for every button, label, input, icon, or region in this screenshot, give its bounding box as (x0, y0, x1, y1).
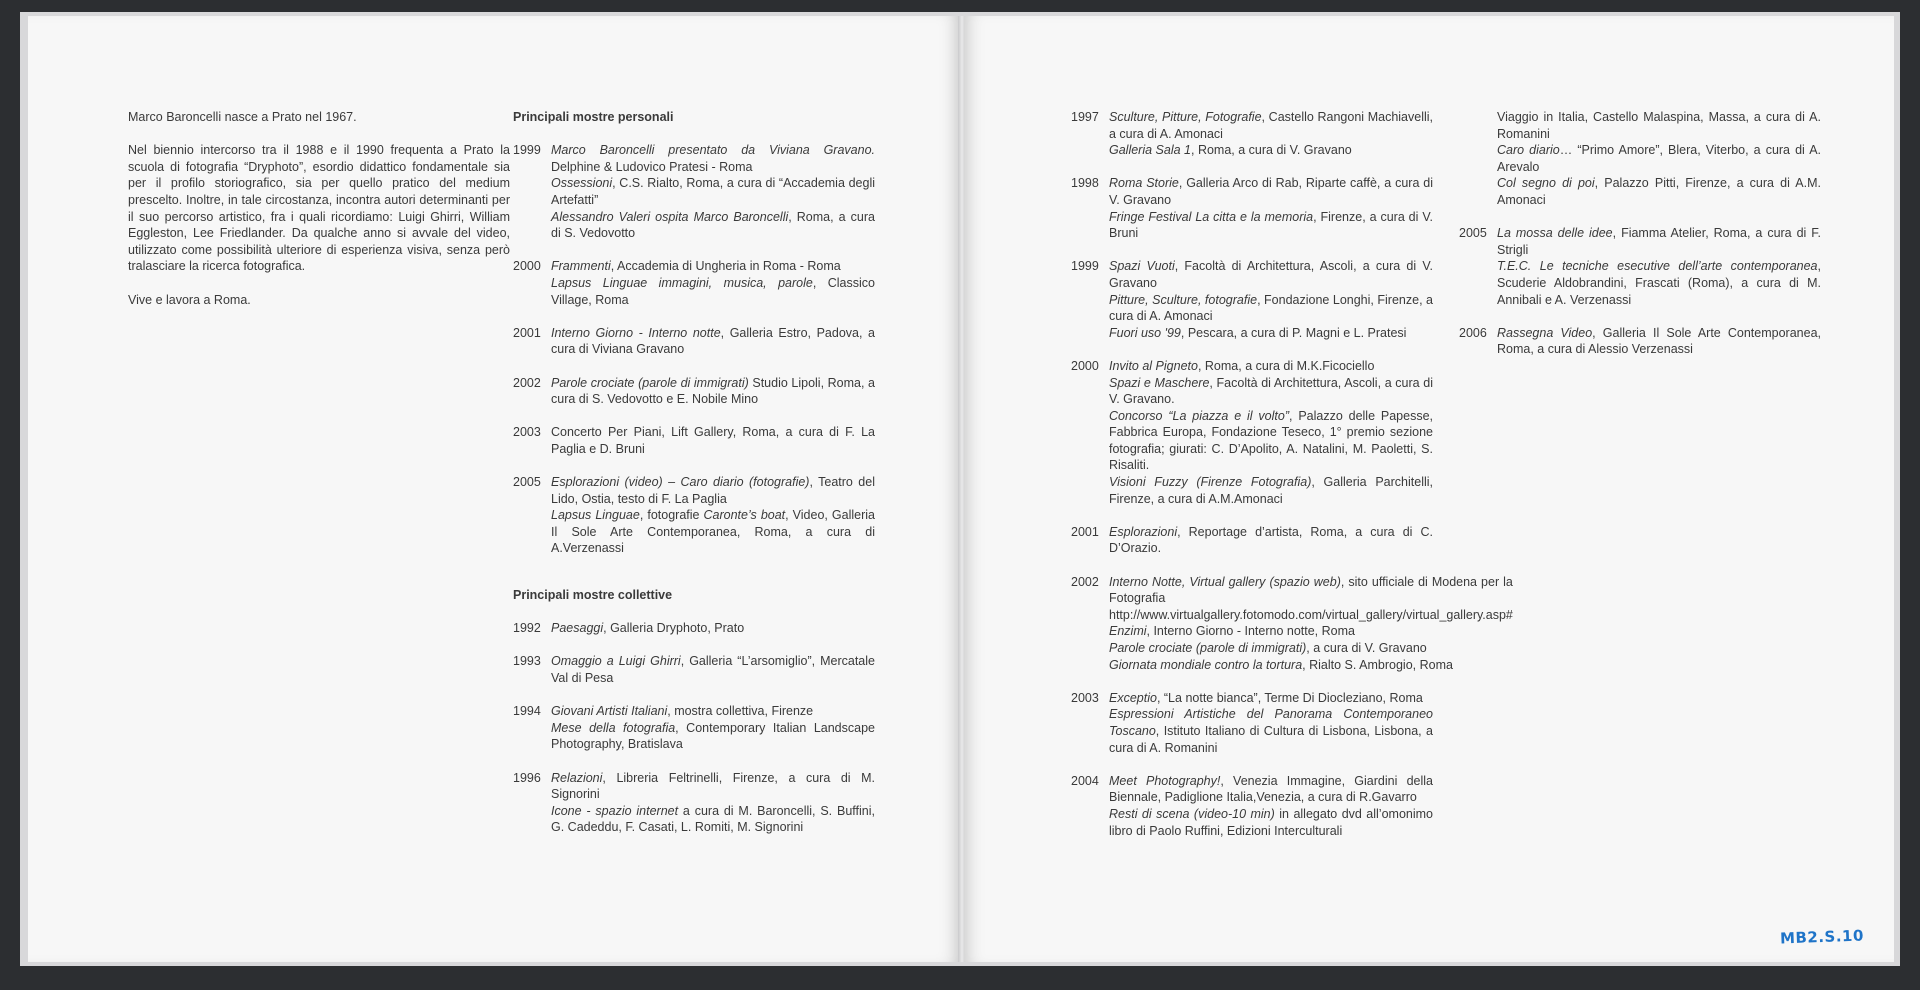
exhibition-title: Concorso “La piazza e il volto” (1109, 408, 1289, 423)
exhibition-title: Omaggio a Luigi Ghirri (551, 654, 681, 669)
exhibition-line (1109, 657, 1513, 674)
bio-paragraph-2: Nel biennio intercorso tra il 1988 e il 1990 frequenta a Prato la scuola di fotografia “Dryphoto”, esordio didattico fondamentale sia per il profilo storiografico, sia per quello pratico del medium prescelto. Inoltre, in tale circostanza, incontra autori determinanti per il suo percorso artistico, fra i quali ricordiamo: Luigi Ghirri, William Eggleston, Lee Friedlander. Da qualche anno si avvale del video, utilizzato come possibilità ulteriore di esperienza visiva, senza però tralasciare la ricerca fotografica. (128, 143, 510, 274)
exhibition-detail: , Galleria Il Sole Arte Contemporanea, Roma, a cura di Alessio Verzenassi (1497, 325, 1821, 357)
exhibition-line (1109, 109, 1433, 142)
exhibition-title: Giovani Artisti Italiani (551, 704, 668, 719)
exhibition-detail: , Accademia di Ungheria in Roma - Roma (610, 259, 841, 274)
exhibition-title: Icone - spazio internet (551, 803, 679, 818)
exhibitions-column (513, 109, 875, 853)
exhibition-line (551, 803, 875, 836)
exhibition-title: Exceptio (1109, 690, 1157, 705)
exhibition-year: 2000 (1071, 358, 1099, 373)
exhibition-line (1109, 408, 1433, 474)
exhibition-title: Marco Baroncelli presentato da Viviana Gravano. (551, 143, 875, 158)
exhibition-line (551, 620, 875, 637)
exhibition-entry (513, 424, 875, 457)
exhibition-line (551, 703, 875, 720)
exhibition-detail: , Classico Village, Roma (551, 275, 875, 307)
exhibition-detail: , fotografie (639, 508, 704, 523)
exhibition-detail: , Libreria Feltrinelli, Firenze, a cura di M. Signorini (551, 770, 875, 802)
exhibition-line (551, 720, 875, 753)
exhibition-line (551, 507, 875, 557)
exhibition-line (1109, 474, 1433, 507)
exhibition-title: Esplorazioni (video) – Caro diario (fotografie) (551, 475, 810, 490)
left-page (28, 16, 960, 962)
personal-exhibitions-heading: Principali mostre personali (513, 110, 674, 124)
exhibition-detail: , Galleria Estro, Padova, a cura di Viviana Gravano (551, 325, 875, 357)
exhibition-title: Interno Giorno - Interno notte (551, 325, 721, 340)
exhibition-detail: , Pescara, a cura di P. Magni e L. Pratesi (1180, 325, 1407, 340)
exhibition-title: Caronte’s boat (703, 508, 786, 523)
exhibition-detail: Studio Lipoli, Roma, a cura di S. Vedovotto e E. Nobile Mino (551, 375, 875, 407)
exhibition-detail: , Rialto S. Ambrogio, Roma (1302, 657, 1453, 672)
exhibition-line (551, 375, 875, 408)
collective-exhibitions-heading: Principali mostre collettive (513, 588, 673, 603)
exhibition-title: Relazioni (551, 770, 603, 785)
exhibition-title: Espressioni Artistiche del Panorama Contemporaneo Toscano (1109, 707, 1433, 738)
exhibition-year: 1994 (513, 704, 541, 719)
exhibition-detail: , Palazzo Pitti, Firenze, a cura di A.M. Amonaci (1497, 176, 1821, 207)
exhibition-detail: , Venezia Immagine, Giardini della Biennale, Padiglione Italia,Venezia, a cura di R.Gavarro (1109, 773, 1433, 805)
exhibition-year: 1997 (1071, 110, 1099, 124)
exhibition-year: 1999 (513, 143, 541, 158)
exhibition-entry (513, 258, 875, 308)
exhibition-title: Esplorazioni (1109, 524, 1178, 539)
exhibition-entry (1071, 109, 1433, 159)
exhibition-line (1497, 225, 1821, 258)
exhibition-entry (513, 653, 875, 686)
exhibition-line (551, 653, 875, 686)
exhibition-detail: , Firenze, a cura di V. Bruni (1109, 209, 1433, 241)
exhibition-entry (1459, 325, 1821, 358)
exhibition-entry (1071, 524, 1433, 557)
exhibition-detail: Concerto Per Piani, Lift Gallery, Roma, a cura di F. La Paglia e D. Bruni (551, 425, 875, 456)
exhibition-detail: , Contemporary Italian Landscape Photography, Bratislava (551, 720, 875, 752)
exhibition-line (1109, 574, 1513, 624)
exhibition-year: 1992 (513, 621, 541, 636)
exhibition-title: Frammenti (551, 259, 611, 274)
collective-exhibitions-list (513, 620, 875, 836)
exhibition-line (551, 474, 875, 507)
exhibition-detail: , Fondazione Longhi, Firenze, a cura di A. Amonaci (1109, 292, 1433, 324)
exhibition-detail: , Reportage d’artista, Roma, a cura di C. D’Orazio. (1109, 524, 1433, 556)
exhibition-entry (1071, 690, 1433, 756)
bio-paragraph-1: Marco Baroncelli nasce a Prato nel 1967. (128, 110, 357, 124)
exhibition-line (1109, 524, 1433, 557)
exhibition-detail: , Video, Galleria Il Sole Arte Contemporanea, Roma, a cura di A.Verzenassi (551, 508, 875, 556)
exhibition-detail: , Roma, a cura di V. Gravano (1191, 143, 1352, 158)
exhibition-entry (1071, 258, 1433, 341)
exhibition-entry (513, 142, 875, 242)
biography-column (128, 109, 510, 325)
exhibition-detail: , Castello Rangoni Machiavelli, a cura di A. Amonaci (1109, 110, 1434, 141)
personal-exhibitions-list (513, 142, 875, 557)
exhibition-line (551, 209, 875, 242)
exhibition-year: 2003 (513, 425, 541, 440)
exhibition-title: Interno Notte, Virtual gallery (spazio web) (1109, 574, 1341, 589)
exhibition-line (1109, 175, 1433, 208)
exhibition-detail: in allegato dvd all’omonimo libro di Paolo Ruffini, Edizioni Interculturali (1109, 806, 1433, 838)
exhibition-line (1497, 109, 1821, 142)
exhibition-title: Galleria Sala 1 (1109, 143, 1191, 158)
exhibition-line (551, 325, 875, 358)
exhibition-title: Roma Storie (1109, 176, 1179, 191)
exhibition-year (1459, 109, 1497, 209)
exhibition-title: Alessandro Valeri ospita Marco Baroncelli (551, 209, 789, 224)
exhibition-year: 2001 (1071, 524, 1099, 539)
exhibition-entry (1071, 574, 1513, 674)
exhibition-line (1109, 806, 1433, 839)
exhibition-title: La mossa delle idee (1497, 226, 1613, 241)
right-column-2 (1459, 109, 1821, 375)
exhibition-line (1497, 175, 1821, 208)
exhibition-year: 2002 (1071, 574, 1099, 589)
exhibition-detail: , Teatro del Lido, Ostia, testo di F. La Paglia (551, 475, 875, 506)
exhibition-line (1497, 258, 1821, 308)
exhibition-title: Enzimi (1109, 624, 1147, 639)
exhibition-title: Meet Photography! (1109, 773, 1221, 788)
right-page (964, 16, 1894, 962)
exhibition-detail: , Roma, a cura di M.K.Ficociello (1197, 358, 1375, 373)
exhibition-year: 2005 (513, 475, 541, 490)
exhibition-title: Parole crociate (parole di immigrati) (1109, 641, 1307, 655)
exhibition-entry (1071, 773, 1433, 839)
bio-paragraph-3: Vive e lavora a Roma. (128, 292, 251, 307)
exhibition-year: 1993 (513, 654, 541, 669)
exhibition-entry (1459, 225, 1821, 308)
exhibition-title: Caro diario (1497, 143, 1560, 158)
exhibition-entry (513, 325, 875, 358)
exhibition-detail: , Istituto Italiano di Cultura di Lisbona, Lisbona, a cura di A. Romanini (1109, 723, 1433, 755)
exhibition-detail: , Galleria “L’arsomiglio”, Mercatale Val di Pesa (551, 654, 875, 685)
exhibition-detail: , Palazzo delle Papesse, Fabbrica Europa, Fondazione Teseco, 1° premio sezione fotografia; giurati: C. D’Apolito, A. Natalini, M. Paoletti, S. Risaliti. (1109, 408, 1434, 473)
exhibition-line (1109, 690, 1433, 707)
exhibition-line (551, 175, 875, 208)
exhibition-line (1109, 325, 1433, 342)
exhibition-detail: , sito ufficiale di Modena per la Fotografia http://www.virtualgallery.fotomodo.com/virtual_gallery/virtual_gallery.asp# (1109, 574, 1513, 622)
exhibition-detail: Viaggio in Italia, Castello Malaspina, Massa, a cura di A. Romanini (1497, 110, 1821, 141)
exhibition-title: Mese della fotografia (551, 720, 676, 735)
exhibition-year: 2002 (513, 375, 541, 390)
open-book (20, 12, 1900, 966)
exhibition-year: 2003 (1071, 690, 1099, 705)
exhibition-detail: a cura di M. Baroncelli, S. Buffini, G. Cadeddu, F. Casati, L. Romiti, M. Signorini (551, 803, 875, 835)
exhibition-title: Fringe Festival La citta e la memoria (1109, 209, 1314, 224)
exhibition-entry (513, 474, 875, 557)
exhibition-title: T.E.C. Le tecniche esecutive dell’arte contemporanea (1497, 259, 1818, 274)
exhibition-line (551, 258, 875, 275)
exhibition-line (551, 770, 875, 803)
exhibition-title: Rassegna Video (1497, 325, 1593, 340)
exhibition-title: Ossessioni (551, 176, 613, 191)
exhibition-detail: , Roma, a cura di S. Vedovotto (551, 209, 875, 241)
exhibition-detail: , Scuderie Aldobrandini, Frascati (Roma), a cura di M. Annibali e A. Verzenassi (1497, 259, 1821, 307)
exhibition-title: Invito al Pigneto (1109, 358, 1198, 373)
exhibition-line (1497, 142, 1821, 175)
exhibition-entry (1459, 109, 1821, 209)
exhibitions-list-continued-2 (1459, 109, 1821, 358)
exhibition-detail: … “Primo Amore”, Blera, Viterbo, a cura di A. Arevalo (1497, 143, 1822, 174)
exhibition-detail: , Facoltà di Architettura, Ascoli, a cura di V. Gravano (1109, 259, 1433, 290)
exhibition-line (551, 275, 875, 308)
exhibition-entry (513, 703, 875, 753)
exhibition-line (1109, 292, 1433, 325)
exhibition-title: Visioni Fuzzy (Firenze Fotografia) (1109, 475, 1312, 490)
exhibition-entry (1071, 358, 1433, 507)
exhibition-detail: , Interno Giorno - Interno notte, Roma (1146, 624, 1355, 639)
exhibition-year: 2005 (1459, 226, 1487, 241)
exhibition-title: Lapsus Linguae (551, 508, 640, 523)
exhibition-title: Resti di scena (video-10 min) (1109, 806, 1275, 821)
exhibition-detail: , Galleria Arco di Rab, Riparte caffè, a cura di V. Gravano (1109, 176, 1433, 207)
exhibition-entry (513, 770, 875, 836)
exhibition-line (1109, 142, 1433, 159)
exhibition-title: Spazi Vuoti (1109, 259, 1175, 274)
exhibition-entry (1071, 175, 1433, 241)
exhibition-title: Parole crociate (parole di immigrati) (551, 375, 749, 390)
exhibition-detail: , mostra collettiva, Firenze (667, 704, 814, 719)
exhibition-year: 2004 (1071, 773, 1099, 788)
exhibition-line (1109, 375, 1433, 408)
exhibition-detail: , “La notte bianca”, Terme Di Diocleziano, Roma (1156, 690, 1423, 705)
exhibition-line (1109, 640, 1513, 657)
exhibition-title: Pitture, Sculture, fotografie (1109, 292, 1258, 307)
exhibition-detail: , Galleria Parchitelli, Firenze, a cura di A.M.Amonaci (1109, 475, 1434, 506)
exhibition-title: Giornata mondiale contro la tortura (1109, 657, 1303, 672)
exhibition-line (1109, 706, 1433, 756)
exhibition-year: 2006 (1459, 325, 1487, 340)
exhibition-detail: , Galleria Dryphoto, Prato (603, 621, 745, 636)
exhibition-year: 2000 (513, 259, 541, 274)
exhibition-title: Sculture, Pitture, Fotografie (1109, 110, 1262, 124)
exhibition-detail: , Fiamma Atelier, Roma, a cura di F. Strigli (1497, 226, 1821, 257)
exhibition-year: 2001 (513, 325, 541, 340)
exhibition-line (1109, 773, 1433, 806)
exhibition-title: Lapsus Linguae immagini, musica, parole (551, 275, 813, 290)
exhibition-detail: , C.S. Rialto, Roma, a cura di “Accademia degli Artefatti” (551, 176, 875, 207)
archive-tag: MB2.S.10 (1779, 926, 1865, 948)
exhibition-year: 1999 (1071, 259, 1099, 274)
exhibition-line (1109, 258, 1433, 291)
exhibition-detail: , a cura di V. Gravano (1306, 641, 1427, 655)
exhibition-detail: Delphine & Ludovico Pratesi - Roma (551, 159, 753, 174)
exhibition-line (1497, 325, 1821, 358)
exhibition-line (551, 424, 875, 457)
exhibition-entry (513, 620, 875, 637)
exhibition-entry (513, 375, 875, 408)
exhibition-line (1109, 209, 1433, 242)
exhibition-title: Col segno di poi (1497, 176, 1595, 191)
exhibition-line (551, 142, 875, 175)
exhibition-year: 1996 (513, 770, 541, 785)
exhibition-year: 1998 (1071, 176, 1099, 191)
exhibition-title: Fuori uso '99 (1109, 325, 1181, 340)
exhibition-line (1109, 358, 1433, 375)
exhibition-title: Paesaggi (551, 621, 604, 636)
exhibition-detail: , Facoltà di Architettura, Ascoli, a cura di V. Gravano. (1109, 375, 1434, 407)
exhibition-title: Spazi e Maschere (1109, 375, 1210, 390)
exhibition-line (1109, 623, 1513, 640)
